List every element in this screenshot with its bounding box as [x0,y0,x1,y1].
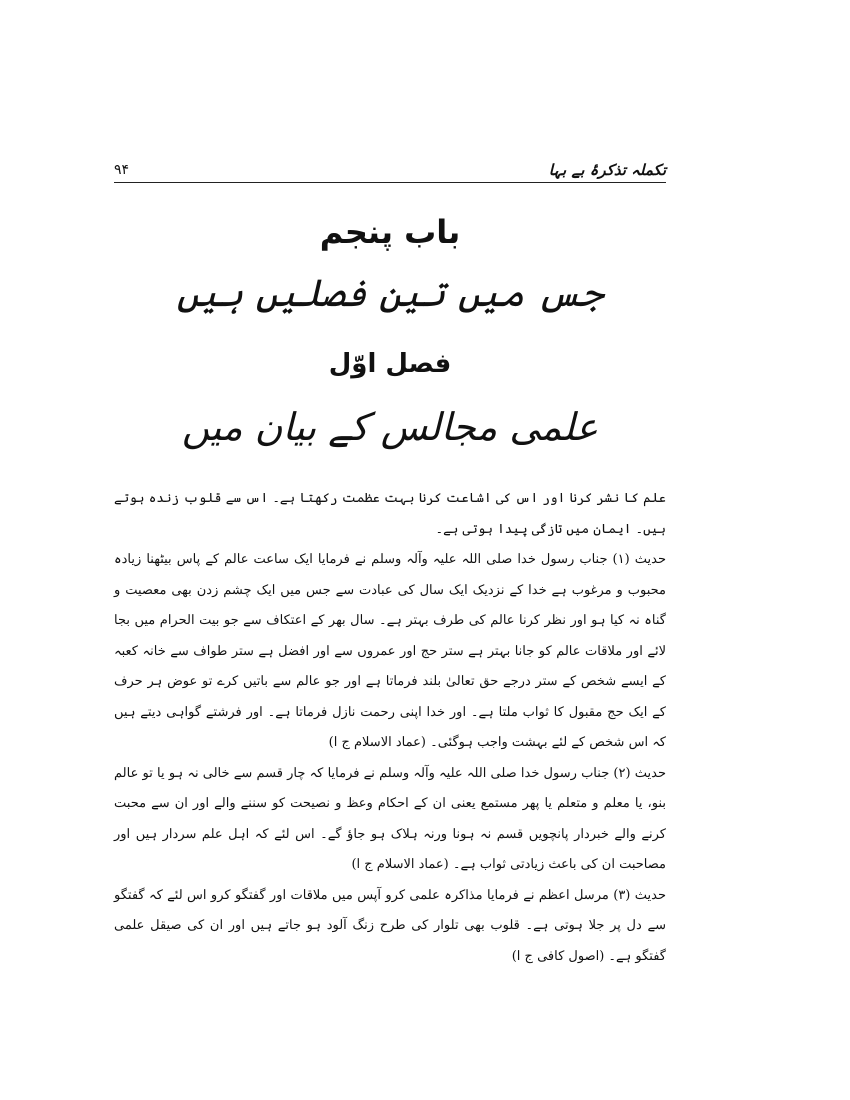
paragraph-hadith-1: حدیث (۱) جناب رسول خدا صلی اللہ علیہ وآلہ وسلم نے فرمایا ایک ساعت عالم کے پاس بیٹھنا زیادہ محبوب و مرغوب ہے خدا کے نزدیک ایک سال کی عبادت سے جس میں ایک چشم زدن بھی معصیت و گناہ نہ کیا ہو اور نظر کرنا عالم کی طرف بہتر ہے۔ سال بھر کے اعتکاف سے جو بیت الحرام میں بجا لائے اور ملاقات عالم کو جانا بہتر ہے ستر حج اور عمروں سے اور افضل ہے ستر طواف سے خانہ کعبہ کے ایسے شخص کے ستر درجے حق تعالیٰ بلند فرماتا ہے اور جو عالم سے باتیں کرے تو عوض ہر حرف کے ایک حج مقبول کا ثواب ملتا ہے۔ اور خدا اپنی رحمت نازل فرماتا ہے۔ اور فرشتے گواہی دیتے ہیں کہ اس شخص کے لئے بہشت واجب ہوگئی۔ (عماد الاسلام ج ا) [114,552,667,750]
header-divider [114,182,666,183]
chapter-subtitle: جس میں تین فصلیں ہیں [176,271,604,315]
section-title: فصل اوّل [328,349,452,379]
paragraph-hadith-2: حدیث (۲) جناب رسول خدا صلی اللہ علیہ وآلہ وسلم نے فرمایا کہ چار قسم سے خالی نہ ہو یا تو عالم بنو، یا معلم و متعلم یا پھر مستمع یعنی ان کے احکام وعظ و نصیحت کو سننے والے اور ان سے محبت کرنے والے خبردار پانچویں قسم نہ ہونا ورنہ ہلاک ہو جاؤ گے۔ اس لئے کہ اہل علم سردار ہیں اور مصاحبت ان کی باعث زیادتی ثواب ہے۔ (عماد الاسلام ج ا) [114,765,666,872]
running-header [114,160,666,180]
body-text [114,484,666,972]
section-subtitle: علمی مجالس کے بیان میں [181,405,599,449]
book-title: تکملہ تذکرۂ بے بہا [548,161,666,179]
page-number: ۹۴ [114,162,130,178]
paragraph-hadith-3: حدیث (۳) مرسل اعظم نے فرمایا مذاکرہ علمی کرو آپس میں ملاقات اور گفتگو کرو اس لئے کہ گفتگو سے دل پر جلا ہوتی ہے۔ قلوب بھی تلوار کی طرح زنگ آلود ہو جاتے ہیں اور ان کی صیقل علمی گفتگو ہے۔ (اصول کافی ج ا) [114,887,667,964]
paragraph-intro: علم کا نشر کرنا اور اس کی اشاعت کرنا بہت عظمت رکھتا ہے۔ اس سے قلوب زندہ ہوتے ہیں۔ ایمان میں تازگی پیدا ہوتی ہے۔ [114,491,666,537]
chapter-title: باب پنجم [319,213,461,251]
